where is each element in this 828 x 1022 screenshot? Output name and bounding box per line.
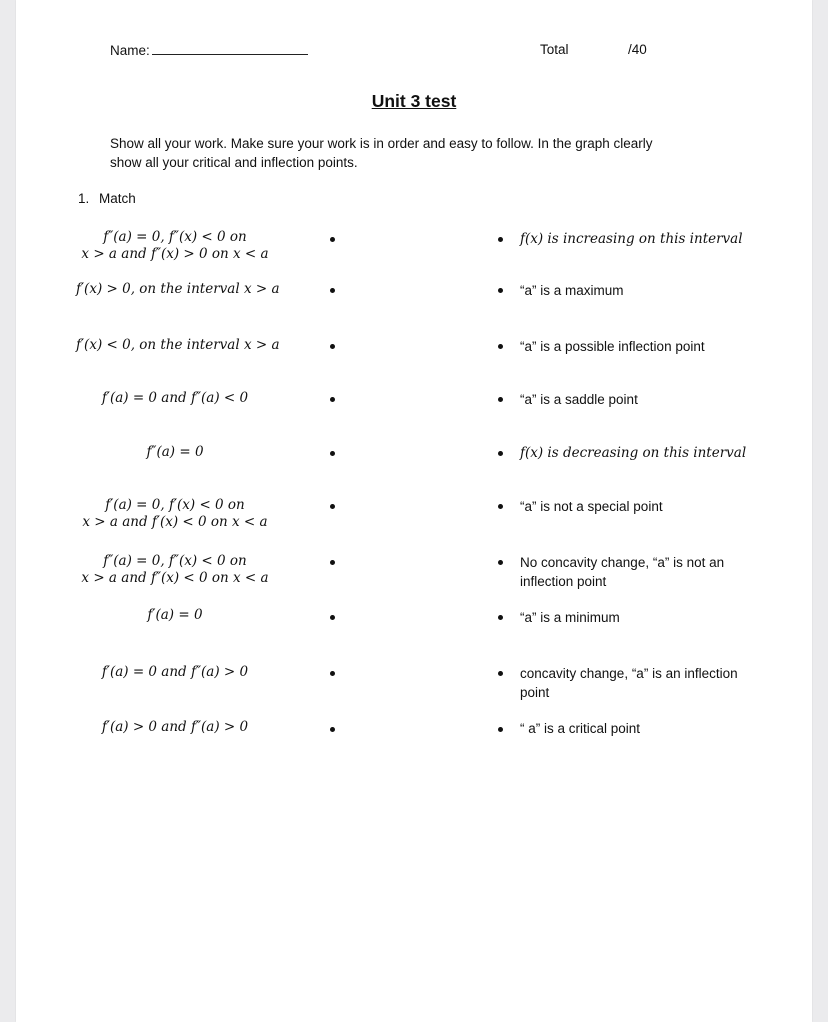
question-number: 1. [78,191,90,206]
left-item-6-line-1: f′(a) = 0, f′(x) < 0 on [105,497,245,513]
left-match-dot[interactable] [330,237,335,242]
page-title: Unit 3 test [371,91,457,111]
name-label: Name: [110,43,150,58]
right-item-8: “a” is a minimum [520,610,620,625]
left-item-6-line-2: x > a and f′(x) < 0 on x < a [82,514,268,530]
right-bullet[interactable] [498,671,503,676]
right-bullet[interactable] [498,344,503,349]
right-item-1: f(x) is increasing on this interval [520,231,743,247]
right-item-7-line-2: inflection point [520,574,607,589]
right-bullet[interactable] [498,451,503,456]
left-match-dot[interactable] [330,344,335,349]
question-text: Match [99,191,136,206]
left-match-dot[interactable] [330,397,335,402]
total-label: Total [540,42,569,57]
right-item-7-line-1: No concavity change, “a” is not an [520,555,725,570]
total-score: /40 [628,42,647,57]
left-item-8: f′(a) = 0 [147,607,203,623]
right-item-7 [520,553,780,591]
right-item-3: “a” is a possible inflection point [520,339,705,354]
right-bullet[interactable] [498,727,503,732]
instructions [110,134,710,172]
left-item-3: f′(x) < 0, on the interval x > a [76,337,280,353]
right-item-10: “ a” is a critical point [520,721,641,736]
left-match-dot[interactable] [330,671,335,676]
left-item-10: f′(a) > 0 and f″(a) > 0 [101,719,249,735]
left-item-2: f′(x) > 0, on the interval x > a [76,281,280,297]
question-1 [78,191,136,206]
name-blank-line[interactable] [152,42,308,55]
right-item-6: “a” is not a special point [520,499,663,514]
left-item-9: f′(a) = 0 and f″(a) > 0 [101,664,249,680]
left-item-6 [60,497,290,531]
instructions-line-2: show all your critical and inflection points. [110,155,358,170]
right-bullet[interactable] [498,560,503,565]
instructions-line-1: Show all your work. Make sure your work is in order and easy to follow. In the graph clearly [110,136,653,151]
right-item-9-line-1: concavity change, “a” is an inflection [520,666,738,681]
left-item-4: f′(a) = 0 and f″(a) < 0 [101,390,249,406]
left-item-7-line-2: x > a and f″(x) < 0 on x < a [81,570,269,586]
right-bullet[interactable] [498,237,503,242]
left-match-dot[interactable] [330,288,335,293]
left-match-dot[interactable] [330,560,335,565]
left-item-1-line-2: x > a and f″(x) > 0 on x < a [81,246,269,262]
right-item-2: “a” is a maximum [520,283,624,298]
right-bullet[interactable] [498,615,503,620]
right-bullet[interactable] [498,397,503,402]
left-item-7 [60,553,290,587]
left-match-dot[interactable] [330,615,335,620]
left-match-dot[interactable] [330,504,335,509]
right-bullet[interactable] [498,504,503,509]
right-item-9-line-2: point [520,685,550,700]
right-item-9 [520,664,780,702]
left-item-1-line-1: f″(a) = 0, f″(x) < 0 on [103,229,247,245]
right-item-4: “a” is a saddle point [520,392,638,407]
left-match-dot[interactable] [330,727,335,732]
left-item-5: f″(a) = 0 [146,444,204,460]
left-match-dot[interactable] [330,451,335,456]
left-item-1 [60,229,290,263]
name-field[interactable] [110,42,308,58]
right-item-5: f(x) is decreasing on this interval [520,445,747,461]
left-item-7-line-1: f″(a) = 0, f″(x) < 0 on [103,553,247,569]
right-bullet[interactable] [498,288,503,293]
